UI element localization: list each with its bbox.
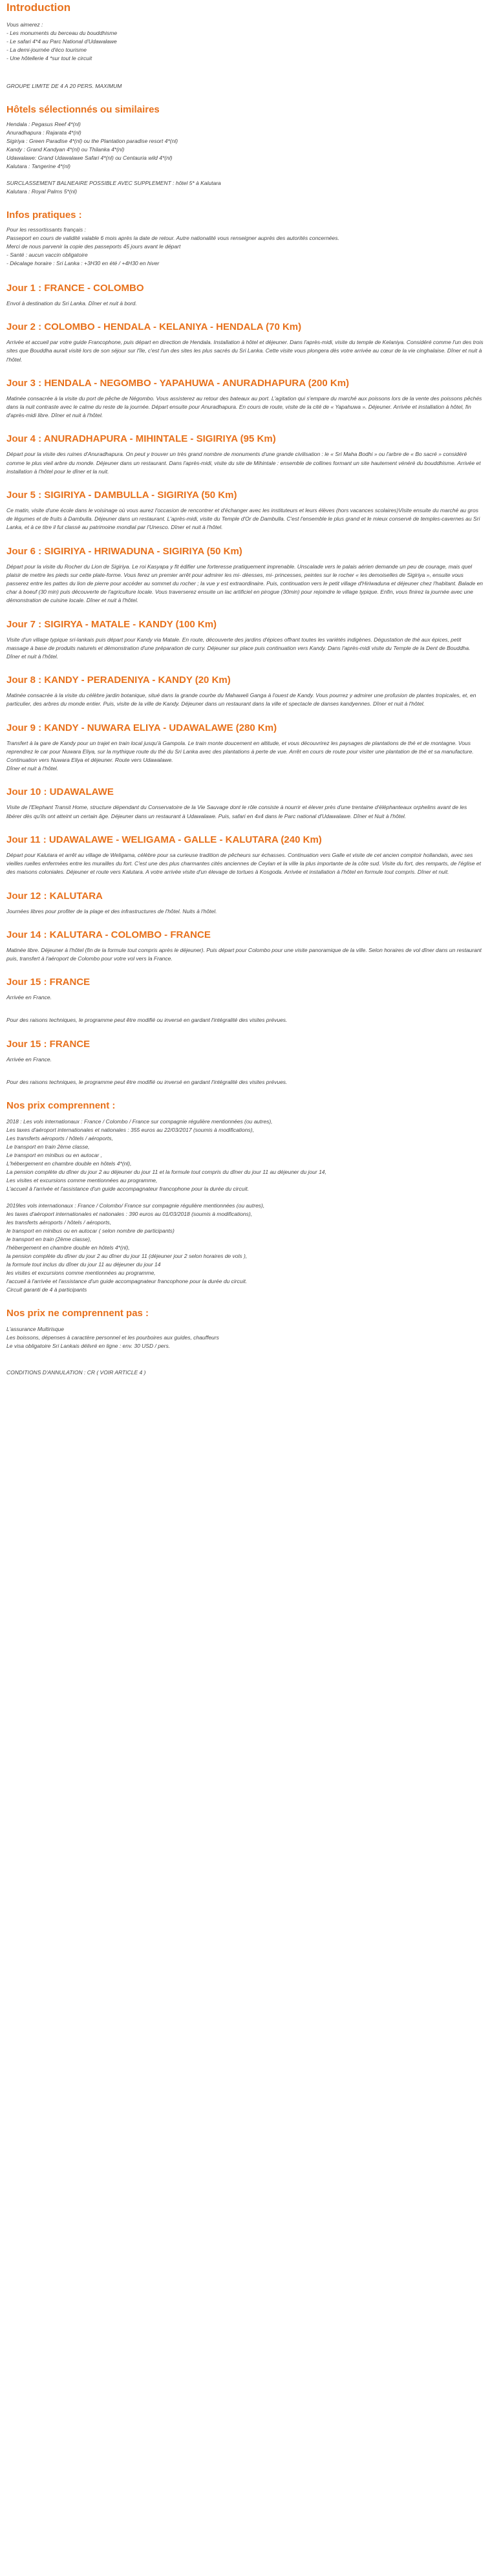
day-text: Journées libres pour profiter de la plage et des infrastructures de l'hôtel. Nuits à l'hôtel.: [6, 907, 217, 915]
price-line: le transport en train (2ème classe),: [6, 1235, 92, 1242]
day-title: Jour 9 : KANDY - NUWARA ELIYA - UDAWALAWE (280 Km): [6, 722, 277, 733]
price-line: Les visites et excursions comme mentionnées au programme,: [6, 1176, 158, 1184]
day-11: [6, 834, 484, 877]
day-15-repeat: [6, 1038, 484, 1087]
intro-line: Vous aimerez :: [6, 21, 43, 28]
price-line: Circuit garanti de 4 à participants: [6, 1286, 87, 1293]
group-limit: GROUPE LIMITE DE 4 A 20 PERS. MAXIMUM: [6, 83, 122, 89]
day-title: Jour 3 : HENDALA - NEGOMBO - YAPAHUWA - ANURADHAPURA (200 Km): [6, 377, 350, 389]
day-1: [6, 282, 484, 308]
hotel-line: Hendala : Pegasus Reef 4*(nl): [6, 121, 81, 127]
hotel-line: Kandy : Grand Kandyan 4*(nl) ou Thilanka 4*(nl): [6, 146, 125, 153]
intro-line: - La demi-journée d'éco tourisme: [6, 47, 87, 53]
intro-line: - Le safari 4*4 au Parc National d'Udawalawe: [6, 38, 117, 45]
hotel-line: Sigiriya : Green Paradise 4*(nl) ou the Plantation paradise resort 4*(nl): [6, 138, 178, 144]
hotel-line: Udawalawe: Grand Udawalawe Safari 4*(nl) ou Centauria wild 4*(nl): [6, 155, 173, 161]
day-title: Jour 15 : FRANCE: [6, 977, 91, 988]
prices-exclude-list: [6, 1325, 484, 1350]
price-line: La pension complète du dîner du jour 2 au déjeuner du jour 11 et la formule tout compris du dîner du jour 11 au déjeuner du jour 14,: [6, 1168, 326, 1175]
supplement-line: Kalutara : Royal Palms 5*(nl): [6, 188, 78, 195]
day-text: Visite d'un village typique sri-lankais puis départ pour Kandy via Matale. En route, découverte des jardins d'épices offrant toutes les variétés indigènes. Dégustation de thé aux épices, petit massage à base de produits naturels et démonstration d'une préparation de curry. Déjeuner sur place puis continuation vers Kandy. Dans l'après-midi visite du Temple de la Dent de Bouddha. Dîner et nuit à l'hôtel.: [6, 636, 471, 660]
supplement-line: SURCLASSEMENT BALNEAIRE POSSIBLE AVEC SUPPLEMENT : hôtel 5* à Kalutara: [6, 180, 221, 186]
exclude-line: Le visa obligatoire Sri Lankais délivré en ligne : env. 30 USD / pers.: [6, 1342, 171, 1349]
prices-include-title: Nos prix comprennent :: [6, 1099, 116, 1111]
day-text: Envol à destination du Sri Lanka. Dîner et nuit à bord.: [6, 300, 137, 307]
cancellation-conditions: CONDITIONS D'ANNULATION : CR ( VOIR ARTICLE 4 ): [6, 1369, 146, 1376]
day-9: [6, 722, 484, 774]
day-text: Ce matin, visite d'une école dans le voisinage où vous aurez l'occasion de rencontrer et d'échanger avec les instituteurs et leurs élèves (hors vacances scolaires)Visite ensuite du marché au gros de légumes et de fruits à Dambulla. Déjeuner dans un restaurant. L'après-midi, visite du Temple d'Or de Dambulla. C'est l'ensemble le plus grand et le mieux conservé de temples-cavernes au Sri Lanka, et à ce titre il fut classé au patrimoine mondial par l'Unesco. Dîner et nuit à l'hôtel.: [6, 507, 480, 531]
price-line: 2019les vols internationaux : France / Colombo/ France sur compagnie régulière mentionnées (ou autres),: [6, 1202, 265, 1209]
prices-exclude-title: Nos prix ne comprennent pas :: [6, 1307, 149, 1319]
day-title: Jour 1 : FRANCE - COLOMBO: [6, 283, 144, 294]
price-line: Les taxes d'aéroport internationales et nationales : 355 euros au 22/03/2017 (soumis à modifications),: [6, 1126, 254, 1133]
day-14: [6, 929, 484, 963]
day-text: Matinée consacrée à la visite du port de pêche de Négombo. Vous assisterez au retour des bateaux au port. L'agitation qui s'empare du marché aux poissons lors de la vente des poissons pêchés dans la nuit contraste avec le calme du reste de la journée. Départ ensuite pour Anuradhapura. En cours de route, visite de la cité de « Yapahuwa ». Déjeuner. Arrivée et installation à hôtel, fin d'après-midi libre. Dîner et nuit à l'hôtel.: [6, 395, 482, 419]
price-line: l'accueil à l'arrivée et l'assistance d'un guide accompagnateur francophone pour la durée du circuit.: [6, 1277, 248, 1284]
exclude-line: L'assurance Multirisque: [6, 1325, 65, 1332]
price-line: L'accueil à l'arrivée et l'assistance d'un guide accompagnateur francophone pour la durée du circuit.: [6, 1185, 250, 1192]
prices-include-2019: [6, 1202, 484, 1294]
day-text: Matinée libre. Déjeuner à l'hôtel (fin de la formule tout compris après le déjeuner). Puis départ pour Colombo pour une visite panoramique de la ville. Selon horaires de vol dîner dans un restaurant puis, transfert à l'aéroport de Colombo pour votre vol vers la France.: [6, 946, 482, 962]
day-3: [6, 377, 484, 420]
day-text: Arrivée et accueil par votre guide Francophone, puis départ en direction de Hendala. Installation à hôtel et déjeuner. Dans l'après-midi, visite du temple de Kelaniya. Considéré comme l'un des trois sites que Bouddha aurait visité lors de son séjour sur l'île, c'est l'un des sites les plus sacrés du Sri Lanka. Cette visite vous plongera dès votre arrivée au cœur de la vie cinghalaise. Dîner et nuit à l'hôtel.: [6, 339, 484, 363]
day-text: Matinée consacrée à la visite du célèbre jardin botanique, situé dans la grande courbe du Mahaweli Ganga à l'ouest de Kandy. Vous pourrez y admirer une profusion de plantes tropicales, et, en particulier, des arbres du monde entier. Puis, visite de la ville de Kandy. Déjeuner dans un restaurant dans la ville et spectacle de danses kandyennes. Dîner et nuit à l'hôtel.: [6, 692, 476, 708]
price-line: le transport en minibus ou en autocar ( selon nombre de participants): [6, 1227, 175, 1234]
day-title: Jour 6 : SIGIRIYA - HRIWADUNA - SIGIRIYA (50 Km): [6, 545, 242, 557]
info-line: - Décalage horaire : Sri Lanka : +3H30 en été / +4H30 en hiver: [6, 260, 160, 266]
day-text: Départ pour la visite du Rocher du Lion de Sigiriya. Le roi Kasyapa y fit édifier une forteresse pratiquement imprenable. Unscalade vers le palais aérien demande un peu de courage, mais quel plaisir de mettre les pieds sur cette plate-forme. Vous ferez un premier arrêt pour admirer les mi- déesses, mi- princesses, peintes sur le rocher « les demoiselles de Sigiriya », ensuite vous passerez entre les pattes du lion de pierre pour accéder au sommet du rocher ; la vue y est extraordinaire. Puis, continuation vers le petit village d'Hiriwaduna et déjeuner chez l'habitant. Balade en char à boeuf (30 min) puis découverte de l'agriculture locale. Vous traverserez ensuite un lac artificiel en pirogue (30min) pour rejoindre le village typique. Enfin, vous finirez la journée avec une démonstration de cuisine locale. Dîner et nuit à l'hôtel.: [6, 563, 484, 604]
hotel-line: Anuradhapura : Rajarata 4*(nl): [6, 129, 81, 136]
day-title: Jour 12 : KALUTARA: [6, 890, 103, 902]
day-title: Jour 5 : SIGIRIYA - DAMBULLA - SIGIRIYA (50 Km): [6, 490, 237, 501]
hotels-list: [6, 120, 484, 171]
price-line: Le transport en train 2ème classe,: [6, 1143, 90, 1150]
price-line: les visites et excursions comme mentionnées au programme,: [6, 1269, 156, 1276]
info-line: Pour les ressortissants français :: [6, 226, 86, 233]
hotels-title: Hôtels sélectionnés ou similaires: [6, 104, 160, 115]
intro-title: Introduction: [6, 1, 71, 14]
day-text: Arrivée en France.: [6, 994, 52, 1001]
price-line: L'hébergement en chambre double en hôtels 4*(nl),: [6, 1160, 132, 1167]
day-7: [6, 618, 484, 662]
info-line: Passeport en cours de validité valable 6 mois après la date de retour. Autre nationalité vous renseigner auprès des autorités concernées.: [6, 235, 339, 241]
day-15: [6, 976, 484, 1024]
price-line: les transferts aéroports / hôtels / aéroports,: [6, 1218, 112, 1226]
day-title: Jour 10 : UDAWALAWE: [6, 786, 114, 798]
day-text: Transfert à la gare de Kandy pour un trajet en train local jusqu'à Gampola. Le train monte doucement en altitude, et vous découvrirez les paysages de plantations de thé et de montagne. Vous reprendrez le car pour Nuwara Eliya, sur la mythique route du thé du Sri Lanka avec des plantations à perte de vue. Arrêt en cours de route pour visiter une plantation de thé et sa manufacture. Continuation vers Nuwara Eliya et déjeuner. Route vers Udawalawe.: [6, 739, 474, 764]
exclude-line: Les boissons, dépenses à caractère personnel et les pourboires aux guides, chauffeurs: [6, 1334, 219, 1341]
day-2: [6, 321, 484, 364]
day-text: Départ pour la visite des ruines d'Anuradhapura. On peut y trouver un très grand nombre de monuments d'une grande civilisation : le « Sri Maha Bodhi » ou l'arbre de « Bo sacré » considéré comme le plus vieil arbre du monde. Déjeuner dans un restaurant. Dans l'après-midi, visite du site de Mihintale : ensemble de collines formant un site hautement vénéré du bouddhisme. Arrivée et installation à l'hôtel pour le dîner et la nuit.: [6, 451, 481, 475]
day-text: Départ pour Kalutara et arrêt au village de Weligama, célèbre pour sa curieuse tradition de pêcheurs sur échasses. Continuation vers Galle et visite de cet ancien comptoir hollandais, avec ses vieilles ruelles enfermées entre les murailles du fort. C'est une des plus charmantes cités anciennes de Ceylan et la ville la plus importante de la côte sud. Visite du fort, des remparts, de l'église et des maisons coloniales. Déjeuner et route vers Kalutara. A votre arrivée visite d'un élevage de tortues à Kosgoda. Arrivée et installation à l'hôtel en formule tout compris. Dîner et nuit.: [6, 851, 481, 876]
prices-include-2018: [6, 1118, 484, 1193]
hotel-line: Kalutara : Tangerine 4*(nl): [6, 163, 70, 169]
intro-line: - Les monuments du berceau du bouddhisme: [6, 30, 118, 36]
day-5: [6, 489, 484, 532]
day-title: Jour 8 : KANDY - PERADENIYA - KANDY (20 Km): [6, 675, 231, 686]
infos-list: [6, 226, 484, 268]
day-title: Jour 2 : COLOMBO - HENDALA - KELANIYA - HENDALA (70 Km): [6, 321, 302, 333]
price-line: les taxes d'aéroport internationales et nationales : 390 euros au 01/03/2018 (soumis à modifications),: [6, 1210, 253, 1217]
price-line: la formule tout inclus du dîner du jour 11 au déjeuner du jour 14: [6, 1261, 161, 1268]
day-6: [6, 545, 484, 605]
day-title: Jour 15 : FRANCE: [6, 1038, 91, 1050]
info-line: Merci de nous parvenir la copie des passeports 45 jours avant le départ: [6, 243, 181, 250]
info-line: - Santé : aucun vaccin obligatoire: [6, 252, 88, 258]
hotel-supplement: [6, 179, 484, 196]
day-title: Jour 4 : ANURADHAPURA - MIHINTALE - SIGIRIYA (95 Km): [6, 433, 276, 445]
day-text-extra: Pour des raisons techniques, le programme peut être modifié ou inversé en gardant l'intégralité des visites prévues.: [6, 1017, 288, 1024]
day-12: [6, 890, 484, 916]
intro-list: [6, 21, 484, 63]
day-8: [6, 674, 484, 708]
price-line: Les transferts aéroports / hôtels / aéroports,: [6, 1134, 113, 1142]
day-title: Jour 7 : SIGIRYA - MATALE - KANDY (100 Km): [6, 618, 217, 630]
price-line: 2018 : Les vols internationaux : France / Colombo / France sur compagnie régulière mentionnées (ou autres),: [6, 1118, 273, 1125]
day-text: Visite de l'Elephant Transit Home, structure dépendant du Conservatoire de la Vie Sauvage dont le rôle consiste à nourrir et élever près d'une trentaine d'éléphanteaux orphelins avant de les libérer dès qu'ils ont atteint un certain âge. Déjeuner dans un restaurant à Udawalawe. Puis, safari en 4x4 dans le Parc national d'Udawalawe. Dîner et Nuit à l'hôtel.: [6, 804, 467, 819]
day-text-extra: Pour des raisons techniques, le programme peut être modifié ou inversé en gardant l'intégralité des visites prévues.: [6, 1078, 288, 1085]
day-title: Jour 14 : KALUTARA - COLOMBO - FRANCE: [6, 929, 211, 940]
price-line: l'hébergement en chambre double en hôtels 4*(nl),: [6, 1244, 130, 1251]
intro-line: - Une hôtellerie 4 *sur tout le circuit: [6, 55, 92, 61]
infos-title: Infos pratiques :: [6, 210, 82, 221]
day-text: Arrivée en France.: [6, 1055, 52, 1063]
price-line: Le transport en minibus ou en autocar ,: [6, 1151, 102, 1158]
day-text-extra: Dîner et nuit à l'hôtel.: [6, 765, 59, 772]
price-line: la pension complète du dîner du jour 2 au dîner du jour 11 (déjeuner jour 2 selon horaires de vols ),: [6, 1252, 248, 1259]
day-title: Jour 11 : UDAWALAWE - WELIGAMA - GALLE - KALUTARA (240 Km): [6, 834, 322, 845]
day-4: [6, 433, 484, 476]
day-10: [6, 786, 484, 820]
